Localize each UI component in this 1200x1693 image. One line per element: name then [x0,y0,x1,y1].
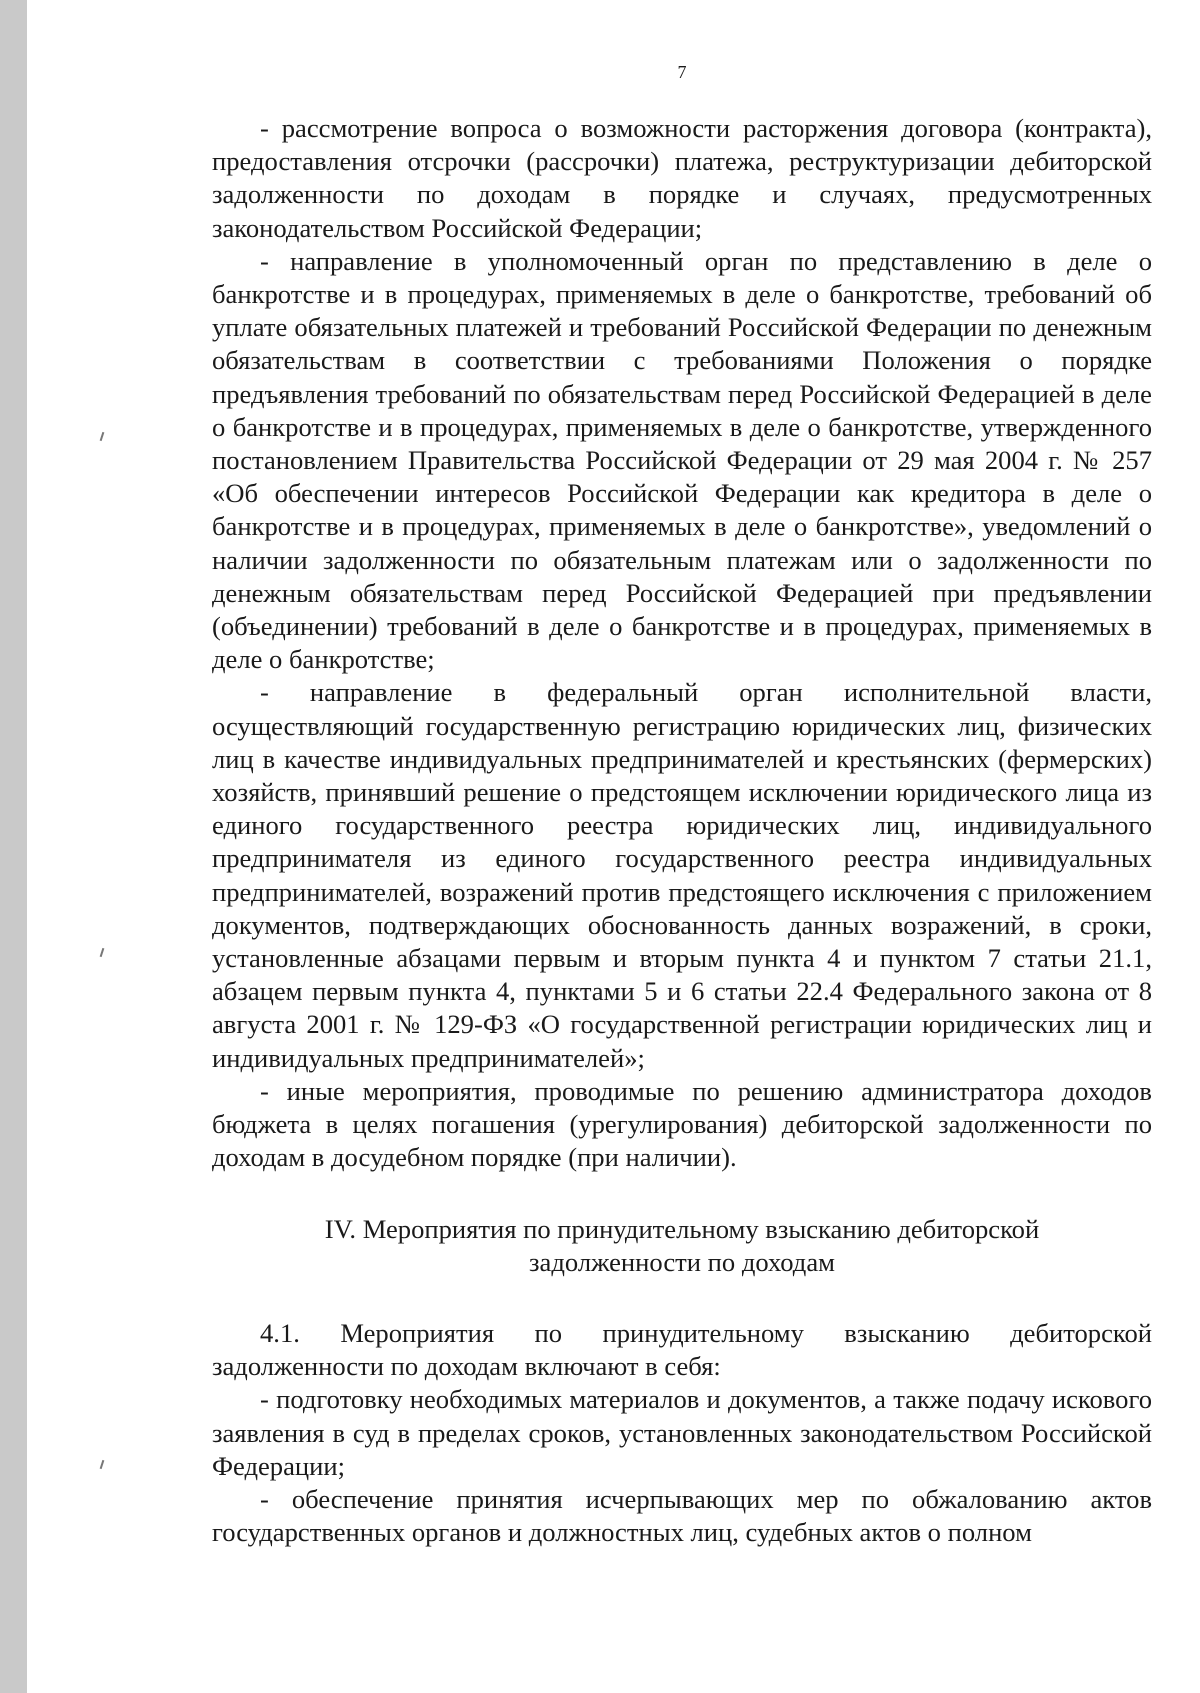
paragraph-bankruptcy-claims: - направление в уполномоченный орган по представлению в деле о банкротстве и в процедурах, применяемых в деле о банкротстве, требований об уплате обязательных платежей и требований Российской Федерации по денежным обязательствам в соответствии с требованиями Положения о порядке предъявления требований по обязательствам перед Российской Федерацией в деле о банкротстве и в процедурах, применяемых в деле о банкротстве, утвержденного постановлением Правительства Российской Федерации от 29 мая 2004 г. № 257 «Об обеспечении интересов Российской Федерации как кредитора в деле о банкротстве и в процедурах, применяемых в деле о банкротстве», уведомлений о наличии задолженности по обязательным платежам или о задолженности по денежным обязательствам перед Российской Федерацией при предъявлении (объединении) требований в деле о банкротстве и в процедурах, применяемых в деле о банкротстве; [212,245,1152,675]
section-heading: IV. Мероприятия по принудительному взысканию дебиторской задолженности по доходам [324,1213,1040,1277]
document-body [212,112,1152,1549]
scan-speck [100,1460,105,1469]
paragraph-appeal-measures: - обеспечение принятия исчерпывающих мер по обжалованию актов государственных органов и должностных лиц, судебных актов о полном [212,1483,1152,1548]
scan-speck [100,948,105,957]
paragraph-lawsuit-preparation: - подготовку необходимых материалов и документов, а также подачу искового заявления в суд в пределах сроков, установленных законодательством Российской Федерации; [212,1384,1152,1481]
page-number: 7 [677,62,687,82]
scan-speck [100,432,105,441]
scan-edge-strip [0,0,27,1693]
paragraph-termination-review: - рассмотрение вопроса о возможности расторжения договора (контракта), предоставления отсрочки (рассрочки) платежа, реструктуризации дебиторской задолженности по доходам в порядке и случаях, предусмотренных законодательством Российской Федерации; [212,113,1152,243]
paragraph-registry-objections: - направление в федеральный орган исполнительной власти, осуществляющий государственную регистрацию юридических лиц, физических лиц в качестве индивидуальных предпринимателей и крестьянских (фермерских) хозяйств, принявший решение о предстоящем исключении юридического лица из единого государственного реестра юридических лиц, индивидуального предпринимателя из единого государственного реестра индивидуальных предпринимателей, возражений против предстоящего исключения с приложением документов, подтверждающих обоснованность данных возражений, в сроки, установленные абзацами первым и вторым пункта 4 и пунктом 7 статьи 21.1, абзацем первым пункта 4, пунктами 5 и 6 статьи 22.4 Федерального закона от 8 августа 2001 г. № 129-ФЗ «О государственной регистрации юридических лиц и индивидуальных предпринимателей»; [212,677,1152,1073]
paragraph-4-1: 4.1. Мероприятия по принудительному взысканию дебиторской задолженности по доходам включают в себя: [212,1317,1152,1382]
paragraph-other-measures: - иные мероприятия, проводимые по решению администратора доходов бюджета в целях погашения (урегулирования) дебиторской задолженности по доходам в досудебном порядке (при наличии). [212,1075,1152,1173]
